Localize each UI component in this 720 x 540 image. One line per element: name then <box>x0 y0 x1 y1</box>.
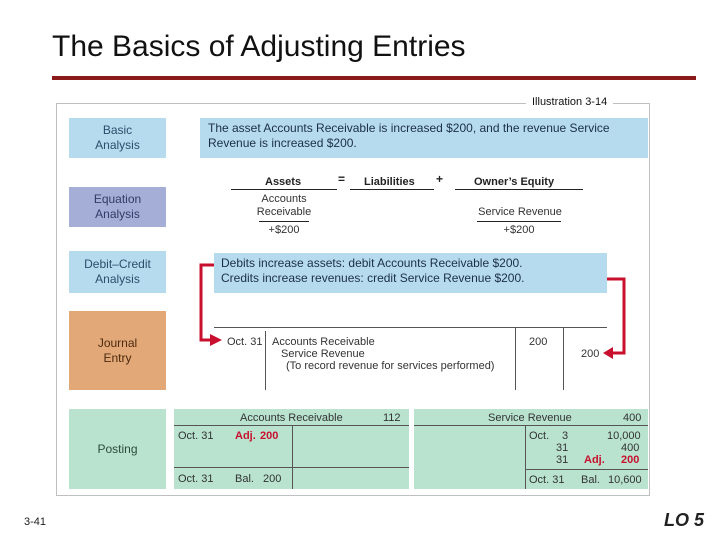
equation-right-amount: +$200 <box>503 224 535 236</box>
ar-ledger-title: Accounts Receivable <box>240 412 343 424</box>
sr-adj-amount: 200 <box>621 454 640 466</box>
ar-balance-label: Bal. <box>235 473 254 485</box>
debit-rule-line: Debits increase assets: debit Accounts Receivable $200. <box>221 256 523 270</box>
ar-balance-amount: 200 <box>263 473 282 485</box>
ar-entry-amount: 200 <box>260 430 279 442</box>
journal-date: Oct. 31 <box>227 336 263 348</box>
journal-explanation: (To record revenue for services performed) <box>286 360 495 372</box>
learning-objective: LO 5 <box>664 510 705 530</box>
sr-entry-month: Oct. <box>529 430 550 442</box>
journal-debit-amount: 200 <box>529 336 548 348</box>
ar-ledger-number: 112 <box>383 412 401 424</box>
step-equation-analysis: Equation Analysis <box>69 187 166 227</box>
equation-owners-equity: Owner’s Equity <box>474 176 555 188</box>
step-debit-credit-analysis: Debit–Credit Analysis <box>69 251 166 293</box>
ar-entry-date: Oct. 31 <box>178 430 214 442</box>
basic-analysis-text: The asset Accounts Receivable is increased $200, and the revenue Service Revenue is increased $200. <box>200 118 648 158</box>
equation-service-revenue: Service Revenue <box>478 206 562 218</box>
sr-ledger-title: Service Revenue <box>488 412 572 424</box>
equation-plus: + <box>436 172 444 186</box>
arrow-left-icon <box>603 347 613 359</box>
sr-entry-day: 3 <box>562 430 569 442</box>
equation-left-amount: +$200 <box>268 224 300 236</box>
illustration-label: Illustration 3-14 <box>526 96 613 108</box>
sr-entry-amount: 400 <box>621 442 640 454</box>
slide-title: The Basics of Adjusting Entries <box>52 30 466 63</box>
equation-accounts-receivable: Accounts Receivable <box>256 193 312 218</box>
sr-entry-day: 31 <box>556 454 569 466</box>
step-basic-analysis: Basic Analysis <box>69 118 166 158</box>
journal-credit-amount: 200 <box>581 348 600 360</box>
equation-assets: Assets <box>265 176 302 188</box>
sr-balance-date: Oct. 31 <box>529 474 565 486</box>
ar-balance-date: Oct. 31 <box>178 473 214 485</box>
sr-balance-label: Bal. <box>581 474 600 486</box>
credit-flow-line <box>607 279 624 353</box>
sr-ledger-number: 400 <box>623 412 642 424</box>
equation-liabilities: Liabilities <box>364 176 415 188</box>
slide-number: 3-41 <box>24 516 47 528</box>
debit-flow-line <box>201 265 214 340</box>
equation-equals: = <box>338 172 346 186</box>
journal-credit-account: Service Revenue <box>281 348 365 360</box>
sr-entry-amount: 10,000 <box>607 430 641 442</box>
arrow-right-icon <box>210 334 222 346</box>
sr-adj-label: Adj. <box>584 454 605 466</box>
journal-debit-account: Accounts Receivable <box>272 336 375 348</box>
sr-entry-day: 31 <box>556 442 569 454</box>
ar-entry-label: Adj. <box>235 430 256 442</box>
step-journal-entry: Journal Entry <box>69 311 166 390</box>
step-posting: Posting <box>69 409 166 489</box>
credit-rule-line: Credits increase revenues: credit Service Revenue $200. <box>221 271 525 285</box>
sr-balance-amount: 10,600 <box>608 474 642 486</box>
